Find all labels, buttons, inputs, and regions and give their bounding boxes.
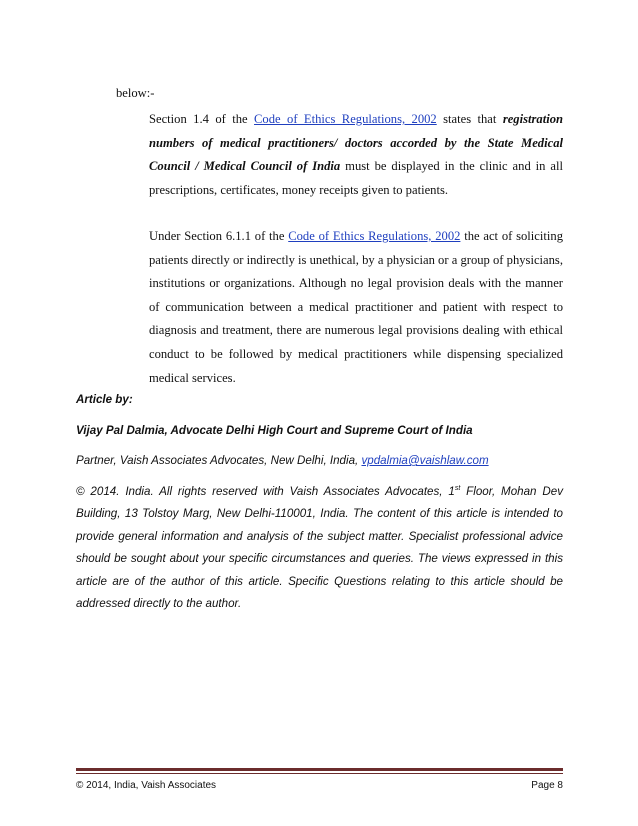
partner-line bbox=[76, 454, 563, 467]
notice-superscript: st bbox=[454, 485, 461, 493]
notice-pre: © 2014. India. All rights reserved with Vaish Associates Advocates, 1 bbox=[76, 485, 455, 498]
article-by-heading: Article by: bbox=[76, 393, 133, 406]
para1-mid: states that bbox=[436, 112, 503, 126]
notice-post: Floor, Mohan Dev Building, 13 Tolstoy Marg, New Delhi-110001, India. The content of this article is intended to provide general information and analysis of the subject matter. Specialist professional advice should be sought about your specific circumstances and queries. The views expressed in this article are of the author of this article. Specific Questions relating to this article should be addressed directly to the author. bbox=[76, 485, 564, 611]
footer-rule-thick bbox=[76, 768, 563, 771]
para2-post: the act of soliciting patients directly or indirectly is unethical, by a physician or a group of physicians, institutions or organizations. Although no legal provision deals with the manner of communication between a medical practitioner and patient with respect to diagnosis and treatment, there are numerous legal provisions dealing with ethical conduct to be followed by medical practitioners while dispensing specialized medical services. bbox=[149, 229, 563, 385]
copyright-notice bbox=[76, 481, 563, 615]
page-number: Page 8 bbox=[531, 780, 563, 791]
footer-copyright: © 2014, India, Vaish Associates bbox=[76, 780, 217, 791]
lead-text: below:- bbox=[116, 86, 155, 100]
code-of-ethics-link[interactable]: Code of Ethics Regulations, 2002 bbox=[254, 112, 437, 126]
para1-emphasis: registration numbers of medical practitioners/ doctors accorded by the State Medical Council / Medical Council of India bbox=[149, 112, 563, 174]
footer-rule-thin bbox=[76, 773, 563, 774]
author-line: Vijay Pal Dalmia, Advocate Delhi High Court and Supreme Court of India bbox=[76, 424, 473, 437]
partner-text: Partner, Vaish Associates Advocates, New Delhi, India, bbox=[76, 454, 362, 467]
para1-post: must be displayed in the clinic and in all prescriptions, certificates, money receipts given to patients. bbox=[149, 159, 563, 197]
code-of-ethics-link-2[interactable]: Code of Ethics Regulations, 2002 bbox=[288, 229, 461, 243]
paragraph-section-6-1-1 bbox=[149, 225, 563, 390]
para1-pre: Section 1.4 of the bbox=[149, 112, 255, 126]
paragraph-section-1-4 bbox=[149, 108, 563, 202]
para2-pre: Under Section 6.1.1 of the bbox=[149, 229, 289, 243]
author-email-link[interactable]: vpdalmia@vaishlaw.com bbox=[361, 454, 489, 467]
